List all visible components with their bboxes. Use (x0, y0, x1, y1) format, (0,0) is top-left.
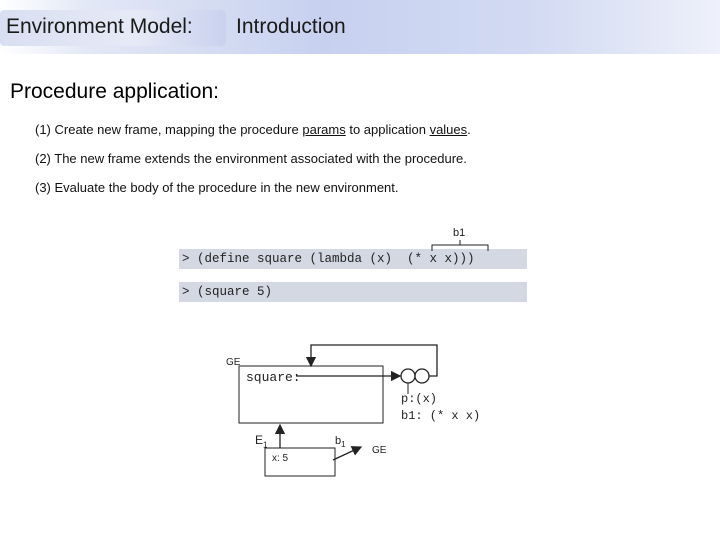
ge-label-2: GE (372, 445, 387, 456)
body-bracket (432, 245, 488, 251)
step-1-text-a: (1) Create new frame, mapping the procedure (35, 122, 303, 137)
b1-code-label: b1 (453, 227, 466, 239)
e1-label (255, 433, 267, 449)
header-title: Environment Model: (6, 15, 193, 38)
section-heading: Procedure application: (10, 80, 219, 103)
b1-label-sub: 1 (341, 440, 346, 450)
code-define-line: > (define square (lambda (x) (* x x))) (179, 249, 527, 269)
step-1-text-b: to application (345, 122, 430, 137)
procedure-object-left (401, 369, 415, 383)
e1-label-main: E (255, 433, 264, 447)
b1-diagram-label (335, 435, 346, 449)
procedure-object-right (415, 369, 429, 383)
ge-label: GE (226, 357, 241, 368)
code-call-line: > (square 5) (179, 282, 527, 302)
e1-label-sub: 1 (263, 440, 268, 450)
step-2: (2) The new frame extends the environment associated with the procedure. (35, 151, 467, 166)
e1-binding: x: 5 (272, 453, 289, 464)
b1-label-main: b (335, 435, 342, 447)
step-1-params: params (302, 122, 346, 137)
square-binding: square: (246, 370, 301, 385)
header-subtitle: Introduction (236, 15, 346, 38)
proc-params: p:(x) (401, 392, 438, 406)
step-1-values: values (429, 122, 468, 137)
step-1-text-c: . (467, 122, 471, 137)
step-3: (3) Evaluate the body of the procedure in the new environment. (35, 180, 399, 195)
proc-body: b1: (* x x) (401, 409, 481, 423)
